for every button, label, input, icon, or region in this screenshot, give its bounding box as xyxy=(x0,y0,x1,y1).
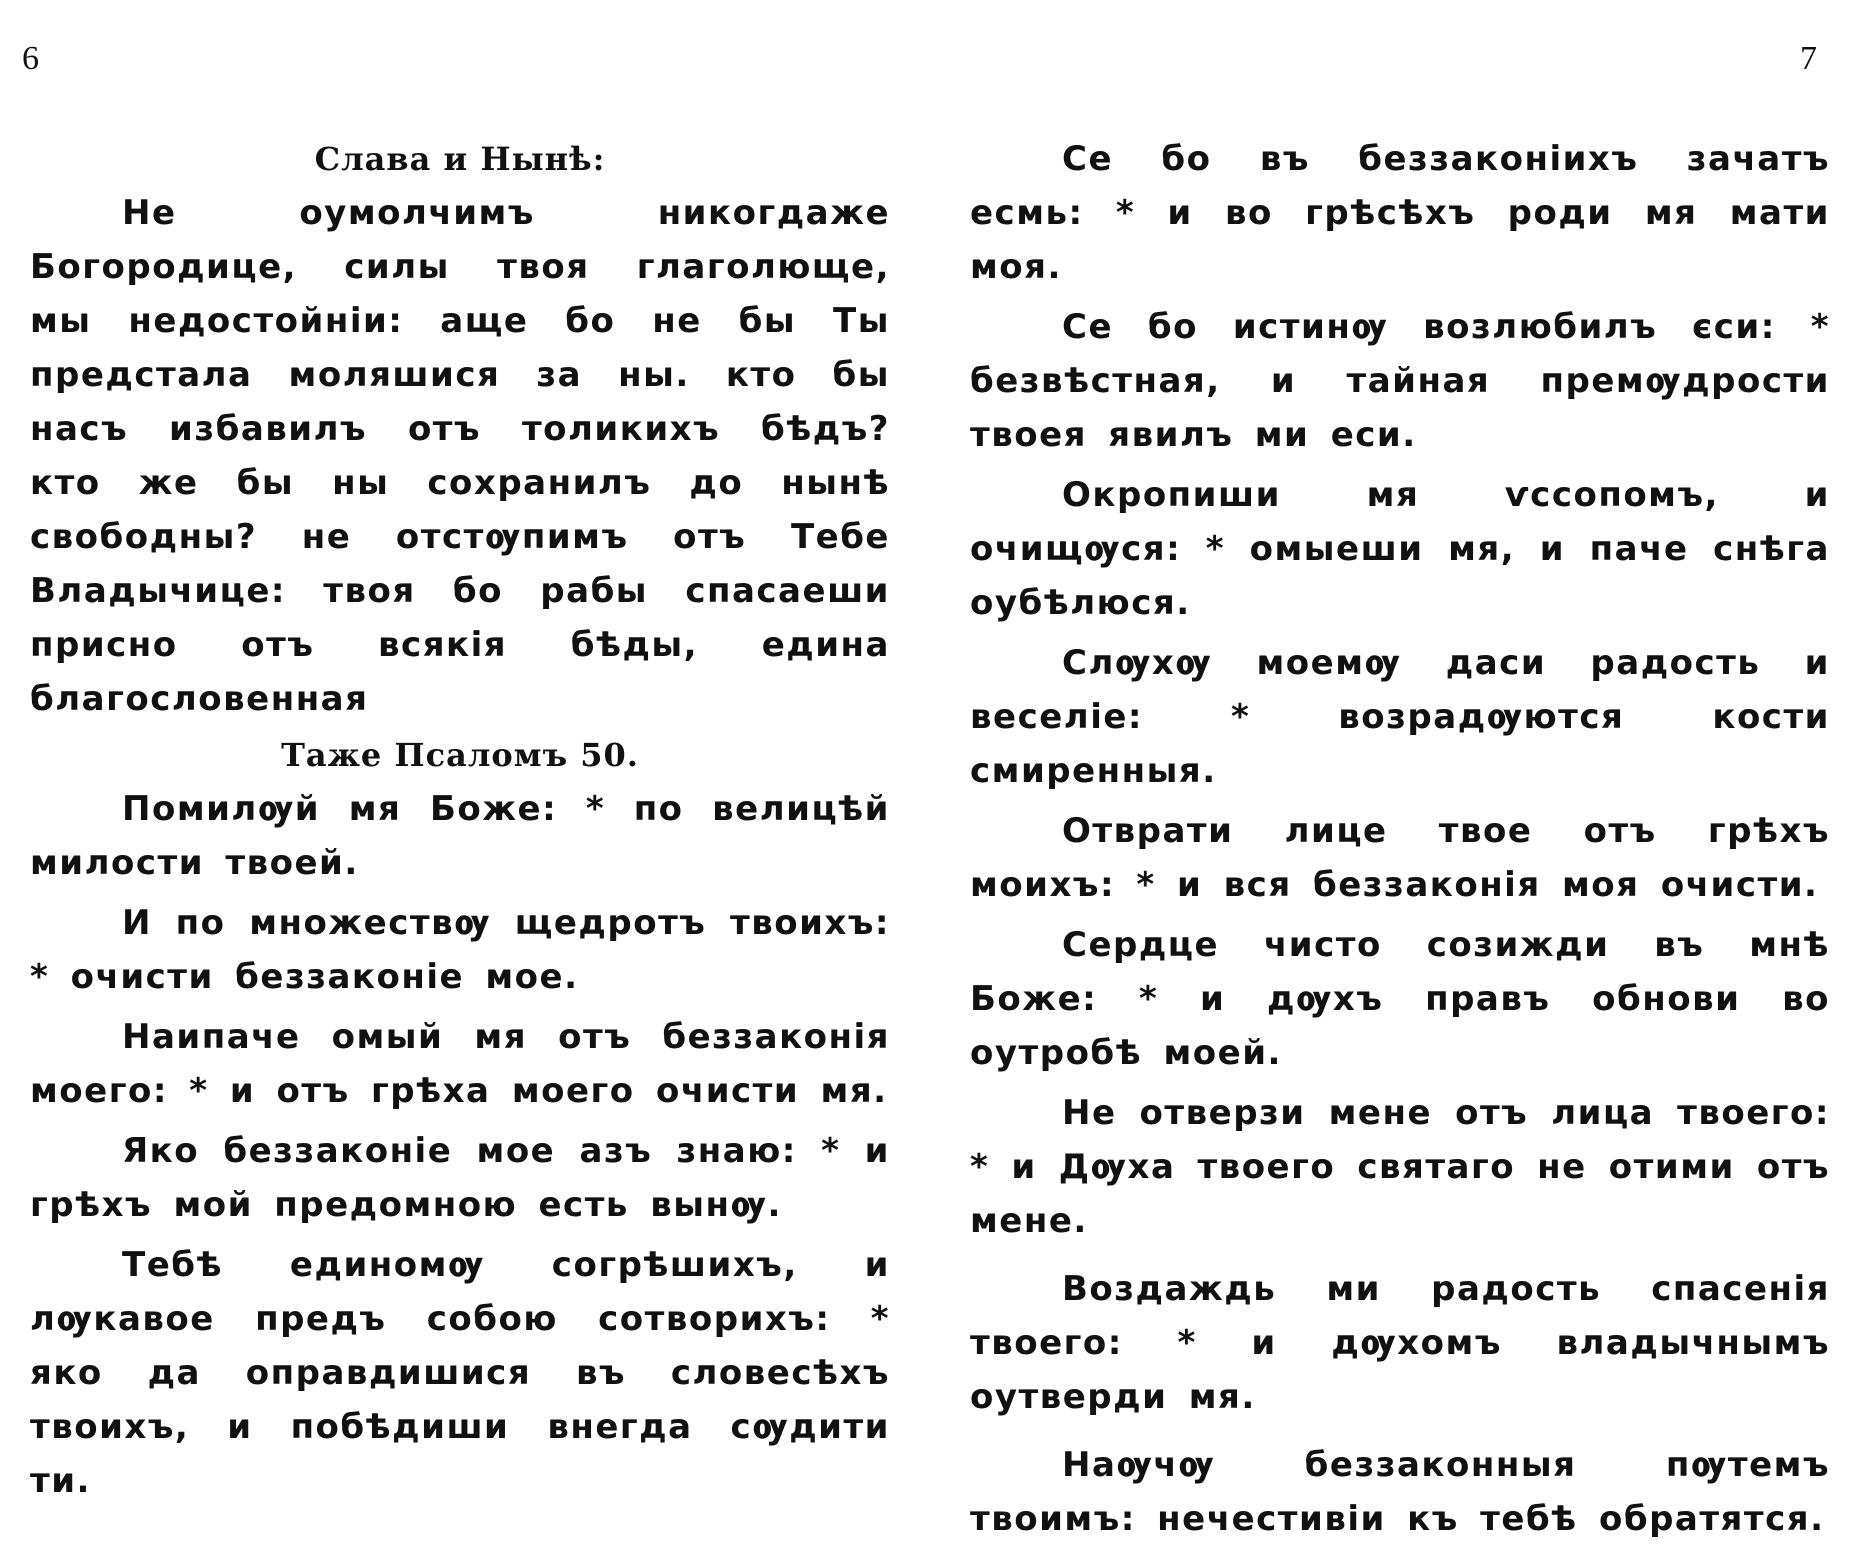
section-heading: Слава и Нынѣ: xyxy=(314,140,606,178)
psalm-verse: Слѹхѹ моемѹ даси радость и веселіе: * возрадѹются кости смиренныя. xyxy=(970,643,1830,791)
left-page-column xyxy=(30,132,890,1508)
troparion-paragraph: Не оумолчимъ никогдаже Богородице, силы твоя глаголюще, мы недостойніи: аще бо не бы Ты предстала моляшися за ны. кто бы насъ избавилъ отъ толикихъ бѣдъ? кто же бы ны сохранилъ до нынѣ свободны? не отстѹпимъ отъ Тебе Владычице: твоя бо рабы спасаеши присно отъ всякія бѣды, едина благословенная xyxy=(30,193,890,719)
psalm-verse: Яко беззаконіе мое азъ знаю: * и грѣхъ мой предомною есть вынѹ. xyxy=(30,1131,890,1225)
psalm-verse: Наѹчѹ беззаконныя пѹтемъ твоимъ: нечестивіи къ тебѣ обратятся. xyxy=(970,1445,1830,1539)
psalm-verse: И по множествѹ щедротъ твоихъ: * очисти беззаконіе мое. xyxy=(30,903,890,997)
right-page-column xyxy=(970,132,1830,1546)
psalm-verse: Се бо въ беззаконіихъ зачатъ есмь: * и во грѣсѣхъ роди мя мати моя. xyxy=(970,139,1830,287)
psalm-heading: Таже Псаломъ 50. xyxy=(281,736,639,774)
psalm-verse: Отврати лице твое отъ грѣхъ моихъ: * и вся беззаконія моя очисти. xyxy=(970,811,1830,905)
page-number-right: 7 xyxy=(1800,40,1817,77)
psalm-verse: Сердце чисто созижди въ мнѣ Боже: * и дѹхъ правъ обнови во оутробѣ моей. xyxy=(970,925,1830,1073)
page-number-left: 6 xyxy=(22,40,39,77)
psalm-verse: Наипаче омый мя отъ беззаконія моего: * и отъ грѣха моего очисти мя. xyxy=(30,1017,890,1111)
psalm-verse: Не отверзи мене отъ лица твоего: * и Дѹха твоего святаго не отими отъ мене. xyxy=(970,1093,1830,1241)
psalm-verse: Се бо истинѹ возлюбилъ єси: * безвѣстная, и тайная премѹдрости твоея явилъ ми еси. xyxy=(970,307,1830,455)
psalm-verse: Окропиши мя ѵссопомъ, и очищѹся: * омыеши мя, и паче снѣга оубѣлюся. xyxy=(970,475,1830,623)
psalm-verse: Воздаждь ми радость спасенія твоего: * и дѹхомъ владычнымъ оутверди мя. xyxy=(970,1269,1830,1417)
psalm-verse: Помилѹй мя Боже: * по велицѣй милости твоей. xyxy=(30,789,890,883)
psalm-verse: Тебѣ единомѹ согрѣшихъ, и лѹкавое предъ собою сотворихъ: * яко да оправдишися въ словесѣхъ твоихъ, и побѣдиши внегда сѹдити ти. xyxy=(30,1245,890,1501)
